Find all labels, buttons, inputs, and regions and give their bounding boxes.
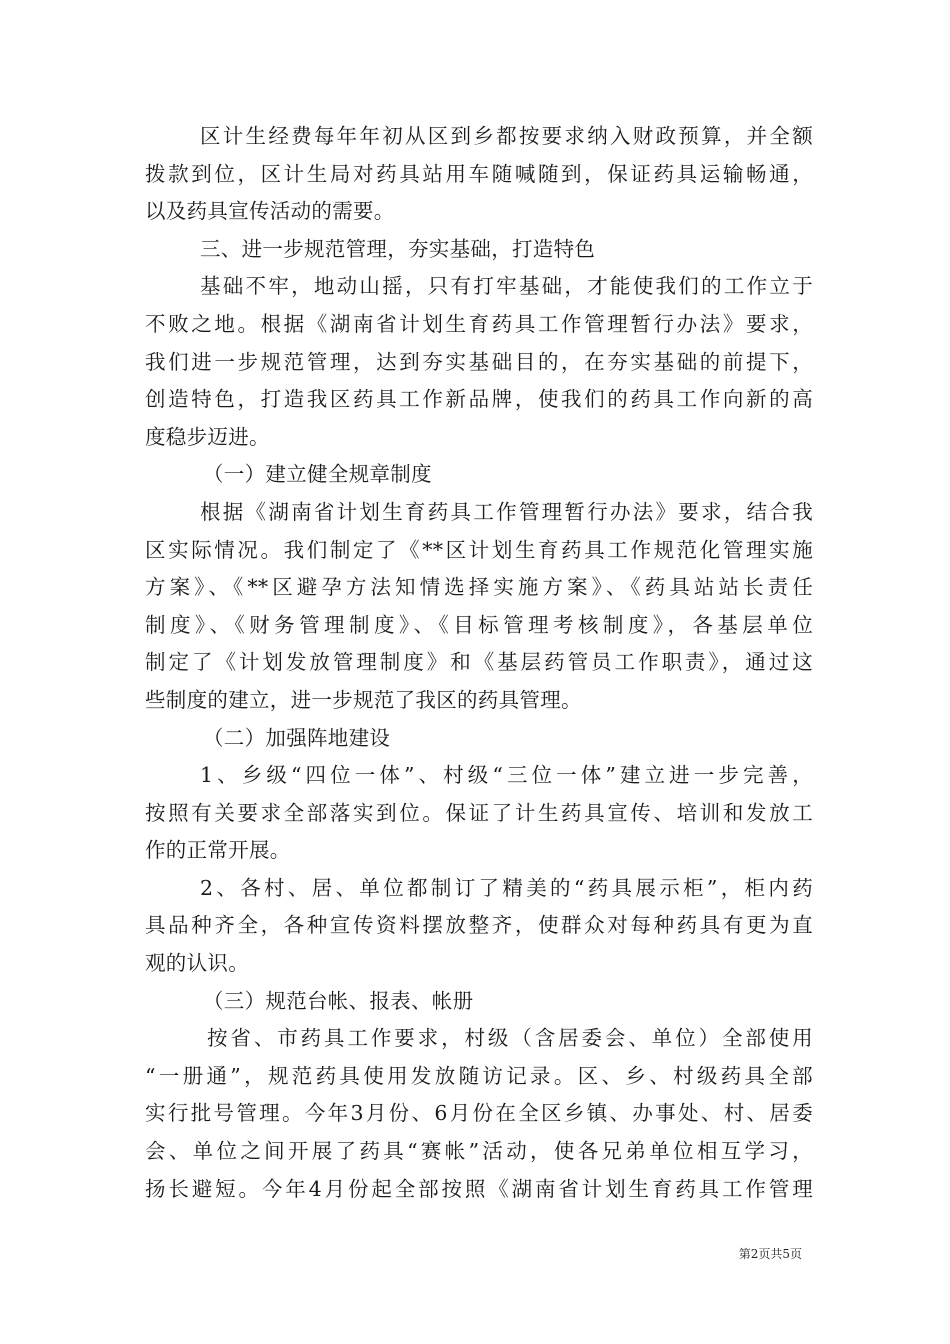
paragraph-line: 制定了《计划发放管理制度》和《基层药管员工作职责》，通过这 (145, 650, 813, 675)
paragraph-line: 创造特色，打造我区药具工作新品牌，使我们的药具工作向新的高 (145, 387, 813, 412)
paragraph-line: 拨款到位，区计生局对药具站用车随喊随到，保证药具运输畅通， (145, 161, 813, 186)
document-body (145, 118, 813, 1208)
paragraph-line: 不败之地。根据《湖南省计划生育药具工作管理暂行办法》要求， (145, 311, 813, 336)
paragraph-line: 度稳步迈进。 (145, 424, 270, 449)
section-heading: 三、进一步规范管理，夯实基础，打造特色 (200, 236, 596, 261)
subsection-heading: （一）建立健全规章制度 (203, 462, 432, 487)
paragraph-line: 观的认识。 (145, 951, 249, 976)
subsection-heading: （二）加强阵地建设 (203, 725, 391, 750)
paragraph-line: 具品种齐全，各种宣传资料摆放整齐，使群众对每种药具有更为直 (145, 913, 813, 938)
paragraph-line: 实行批号管理。今年3月份、6月份在全区乡镇、办事处、村、居委 (145, 1101, 813, 1126)
paragraph-line: 根据《湖南省计划生育药具工作管理暂行办法》要求，结合我 (200, 499, 813, 524)
subsection-heading: （三）规范台帐、报表、帐册 (203, 988, 474, 1013)
paragraph-line: 些制度的建立，进一步规范了我区的药具管理。 (145, 687, 582, 712)
paragraph-line: 我们进一步规范管理，达到夯实基础目的，在夯实基础的前提下， (145, 349, 813, 374)
paragraph-line: 作的正常开展。 (145, 838, 291, 863)
paragraph-line: 会、单位之间开展了药具“赛帐”活动，使各兄弟单位相互学习， (145, 1139, 813, 1164)
paragraph-line: 以及药具宣传活动的需要。 (145, 199, 395, 224)
paragraph-line: 区实际情况。我们制定了《**区计划生育药具工作规范化管理实施 (145, 537, 813, 562)
page-number: 第2页共5页 (738, 1247, 802, 1261)
paragraph-line: 2、各村、居、单位都制订了精美的“药具展示柜”，柜内药 (200, 875, 813, 900)
paragraph-line: “一册通”，规范药具使用发放随访记录。区、乡、村级药具全部 (145, 1063, 813, 1088)
paragraph-line: 制度》、《财务管理制度》、《目标管理考核制度》，各基层单位 (145, 612, 813, 637)
paragraph-line: 按省、市药具工作要求，村级（含居委会、单位）全部使用 (207, 1026, 813, 1051)
paragraph-line: 区计生经费每年年初从区到乡都按要求纳入财政预算，并全额 (200, 124, 813, 148)
paragraph-line: 基础不牢，地动山摇，只有打牢基础，才能使我们的工作立于 (200, 274, 813, 299)
paragraph-line: 1、乡级“四位一体”、村级“三位一体”建立进一步完善， (200, 763, 813, 788)
paragraph-line: 按照有关要求全部落实到位。保证了计生药具宣传、培训和发放工 (145, 800, 813, 825)
paragraph-line: 扬长避短。今年4月份起全部按照《湖南省计划生育药具工作管理 (145, 1176, 813, 1201)
paragraph-line: 方案》、《**区避孕方法知情选择实施方案》、《药具站站长责任 (145, 575, 813, 600)
